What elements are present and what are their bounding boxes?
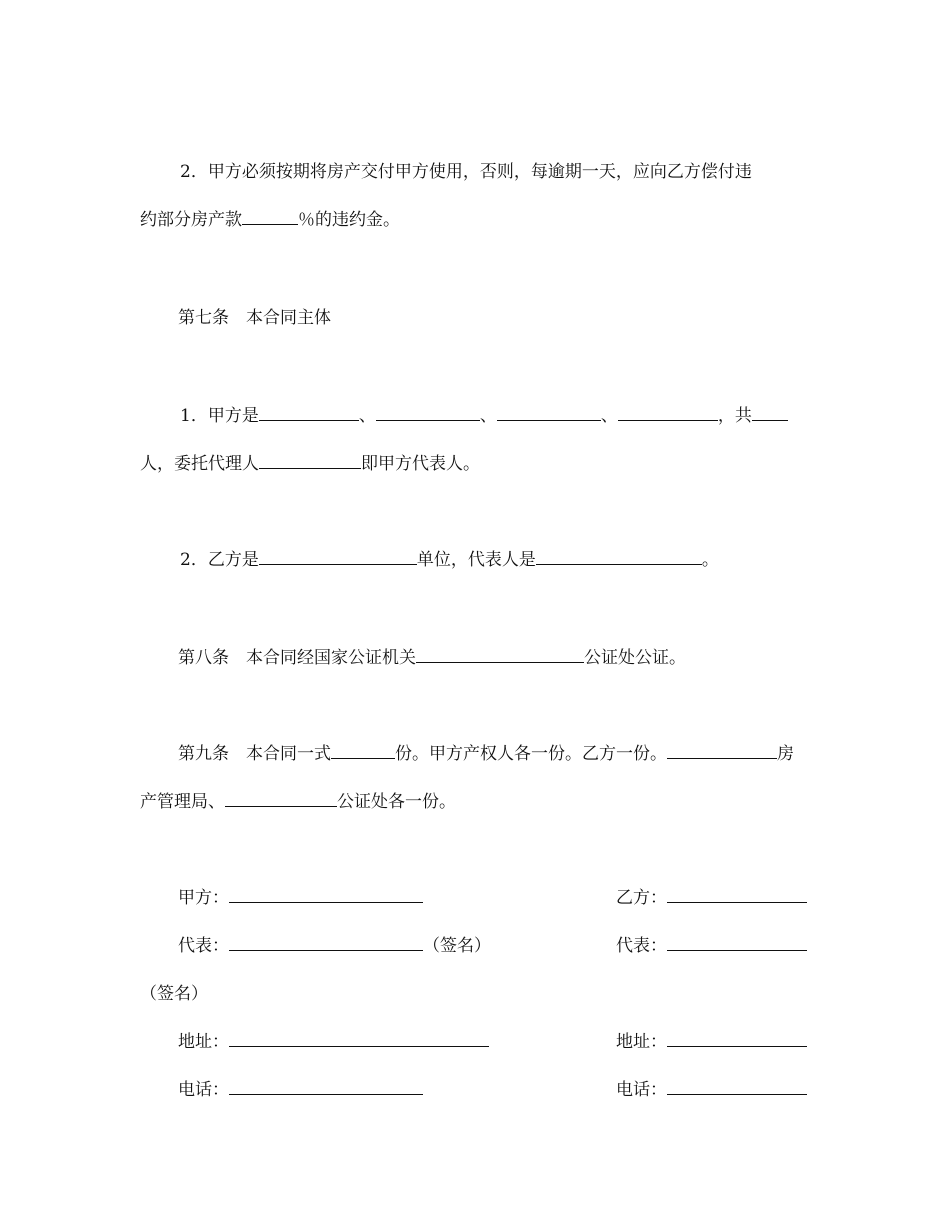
party-b-representative-blank[interactable] — [536, 548, 702, 565]
clause8 — [178, 646, 686, 670]
party-a-name-blank-1[interactable] — [259, 404, 359, 421]
party-b-rep-label: 代表： — [616, 936, 667, 956]
party-b-middle: 单位，代表人是 — [416, 550, 536, 570]
party-b-end: 。 — [701, 550, 719, 570]
party-a-name-blank-4[interactable] — [618, 404, 718, 421]
party-b-address-blank[interactable] — [667, 1030, 807, 1047]
clause9-prefix: 第九条 本合同一式 — [178, 744, 331, 764]
clause6-item2-line1 — [180, 160, 752, 184]
party-a-signature-row — [178, 886, 423, 910]
party-a-phone-blank[interactable] — [229, 1078, 423, 1095]
party-b-prefix: 2．乙方是 — [180, 550, 259, 570]
penalty-text-before: 约部分房产款 — [140, 210, 242, 230]
clause6-item2-text: 2．甲方必须按期将房产交付甲方使用，否则，每逾期一天，应向乙方偿付违 — [180, 162, 752, 182]
clause9-line1 — [178, 742, 794, 766]
sign-note-b: （签名） — [140, 984, 208, 1004]
party-b-unit-blank[interactable] — [259, 548, 417, 565]
clause7-heading — [178, 306, 331, 330]
party-b-address-label: 地址： — [616, 1032, 667, 1052]
party-a-name-blank-3[interactable] — [497, 404, 601, 421]
party-b-blank[interactable] — [667, 886, 807, 903]
party-a-phone-label: 电话： — [178, 1080, 229, 1100]
agent-suffix: 即甲方代表人。 — [361, 454, 480, 474]
notary-office-blank[interactable] — [416, 646, 584, 663]
penalty-text-after: ％的违约金。 — [298, 210, 400, 230]
clause9-line1-end: 房 — [777, 744, 794, 764]
separator: 、 — [479, 406, 497, 426]
agent-prefix: 人，委托代理人 — [140, 454, 259, 474]
total-count-blank[interactable] — [752, 404, 788, 421]
clause9-line2 — [140, 790, 456, 814]
party-a-representative-row — [178, 934, 491, 958]
party-b-representative-row — [616, 934, 807, 958]
clause8-prefix: 第八条 本合同经国家公证机关 — [178, 648, 416, 668]
party-a-rep-label: 代表： — [178, 936, 229, 956]
total-count-label: ，共 — [717, 406, 752, 426]
party-a-address-blank[interactable] — [229, 1030, 489, 1047]
separator: 、 — [358, 406, 376, 426]
party-a-address-row — [178, 1030, 489, 1054]
clause7-item1-line1 — [180, 404, 788, 428]
party-b-label: 乙方： — [616, 888, 667, 908]
clause7-item1-line2 — [140, 452, 480, 476]
clause9-line2-prefix: 产管理局、 — [140, 792, 225, 812]
party-a-address-label: 地址： — [178, 1032, 229, 1052]
copies-count-blank[interactable] — [331, 742, 395, 759]
party-a-rep-blank[interactable] — [229, 934, 423, 951]
penalty-percent-blank[interactable] — [242, 208, 298, 225]
clause7-heading-text: 第七条 本合同主体 — [178, 308, 331, 328]
party-a-blank[interactable] — [229, 886, 423, 903]
party-b-phone-row — [616, 1078, 807, 1102]
party-b-address-row — [616, 1030, 807, 1054]
clause8-suffix: 公证处公证。 — [584, 648, 686, 668]
separator: 、 — [600, 406, 618, 426]
clause9-middle: 份。甲方产权人各一份。乙方一份。 — [395, 744, 667, 764]
agent-name-blank[interactable] — [259, 452, 361, 469]
clause7-item2 — [180, 548, 719, 572]
party-b-sign-note-row — [140, 982, 208, 1006]
party-b-signature-row — [616, 886, 807, 910]
party-a-phone-row — [178, 1078, 423, 1102]
housing-bureau-blank[interactable] — [667, 742, 777, 759]
party-a-label: 甲方： — [178, 888, 229, 908]
party-b-rep-blank[interactable] — [667, 934, 807, 951]
party-b-phone-blank[interactable] — [667, 1078, 807, 1095]
party-a-name-blank-2[interactable] — [376, 404, 480, 421]
clause9-line2-suffix: 公证处各一份。 — [337, 792, 456, 812]
notary-blank-2[interactable] — [225, 790, 337, 807]
sign-note: （签名） — [423, 936, 491, 956]
party-b-phone-label: 电话： — [616, 1080, 667, 1100]
party-a-prefix: 1．甲方是 — [180, 406, 259, 426]
clause6-item2-line2 — [140, 208, 400, 232]
